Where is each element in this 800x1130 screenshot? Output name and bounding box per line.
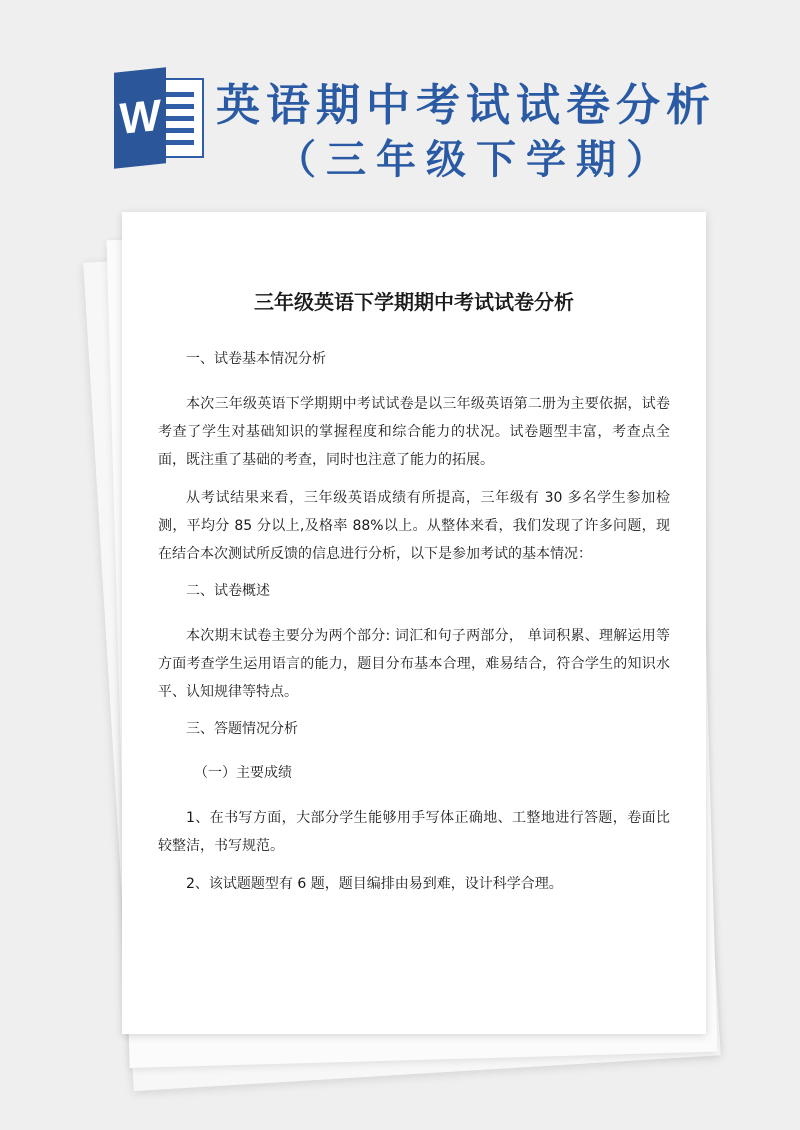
document-page — [122, 212, 706, 1034]
section-heading-1: 一、试卷基本情况分析 — [186, 351, 326, 367]
section-heading-3: 三、答题情况分析 — [186, 721, 298, 737]
subsection-heading: （一）主要成绩 — [194, 765, 292, 781]
document-title: 三年级英语下学期期中考试试卷分析 — [254, 290, 574, 314]
list-item: 2、该试题题型有 6 题，题目编排由易到难，设计科学合理。 — [186, 876, 563, 892]
word-letter-badge: W — [114, 67, 166, 168]
banner-title: 英语期中考试试卷分析 — [216, 80, 716, 131]
list-item: 1、在书写方面，大部分学生能够用手写体正确地、工整地进行答题，卷面比较整洁，书写规范。 — [158, 810, 670, 854]
paragraph: 从考试结果来看，三年级英语成绩有所提高，三年级有 30 多名学生参加检测，平均分 85 分以上,及格率 88%以上。从整体来看，我们发现了许多问题，现在结合本次测试所反馈的信息进行分析，以下是参加考试的基本情况： — [158, 490, 670, 562]
banner-subtitle: （三年级下学期） — [276, 137, 676, 183]
section-heading-2: 二、试卷概述 — [186, 583, 270, 599]
paragraph: 本次期末试卷主要分为两个部分: 词汇和句子两部分， 单词积累、理解运用等方面考查学生运用语言的能力，题目分布基本合理，难易结合，符合学生的知识水平、认知规律等特点。 — [158, 628, 670, 700]
word-doc-icon — [110, 70, 210, 166]
paragraph: 本次三年级英语下学期期中考试试卷是以三年级英语第二册为主要依据，试卷考查了学生对基础知识的掌握程度和综合能力的状况。试卷题型丰富，考查点全面，既注重了基础的考查，同时也注意了能力的拓展。 — [158, 396, 670, 468]
banner — [0, 0, 800, 210]
